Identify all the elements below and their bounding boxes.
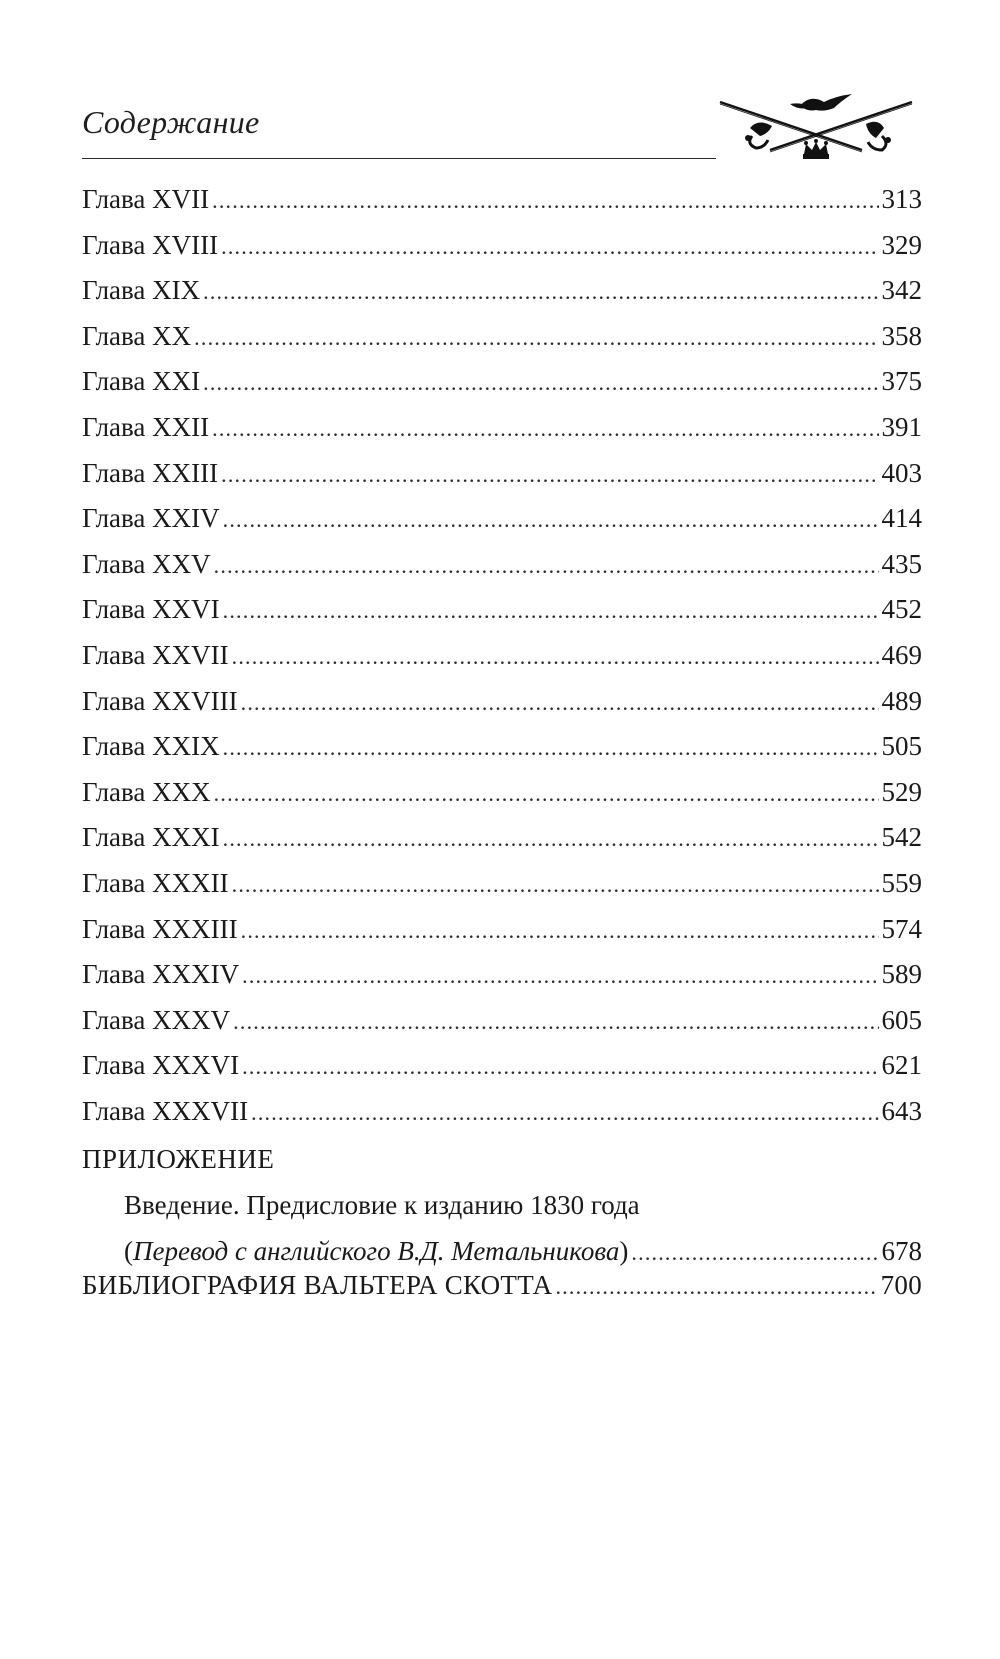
toc-page-number: 375 (881, 366, 922, 397)
dot-leader (214, 781, 879, 807)
toc-row[interactable] (82, 914, 922, 960)
toc-chapter-label: Глава XVIII (82, 229, 219, 260)
toc-row[interactable] (82, 503, 922, 549)
toc-chapter-label: Глава XXXVII (82, 1095, 249, 1126)
crossed-swords-eagle-crown-icon (712, 92, 922, 172)
toc-page-number: 489 (881, 685, 922, 716)
toc-row[interactable] (82, 412, 922, 458)
toc-chapter-label: Глава XXXIII (82, 913, 238, 944)
toc-page-number: 505 (881, 731, 922, 762)
toc-row[interactable] (82, 686, 922, 732)
close-paren: ) (619, 1236, 629, 1266)
toc-page-number: 542 (881, 822, 922, 853)
dot-leader (241, 918, 879, 944)
dot-leader (242, 1054, 878, 1080)
appendix-entry-title: Введение. Предисловие к изданию 1830 года (124, 1190, 640, 1220)
page-header (82, 92, 922, 166)
appendix-page-number: 678 (881, 1236, 922, 1266)
header-rule (82, 158, 716, 159)
toc-row[interactable] (82, 868, 922, 914)
dot-leader (232, 872, 879, 898)
dot-leader (251, 1100, 878, 1126)
dot-leader (223, 826, 879, 852)
toc-page-number: 589 (881, 959, 922, 990)
dot-leader (212, 188, 878, 214)
table-of-contents (82, 184, 922, 1141)
toc-chapter-label: Глава XX (82, 320, 192, 351)
toc-row[interactable] (82, 366, 922, 412)
appendix-heading: ПРИЛОЖЕНИЕ (82, 1144, 275, 1174)
toc-page-number: 391 (881, 411, 922, 442)
appendix-section (82, 1144, 922, 1282)
dot-leader (233, 1009, 878, 1035)
toc-chapter-label: Глава XXXV (82, 1004, 231, 1035)
dot-leader (242, 963, 878, 989)
toc-row[interactable] (82, 1005, 922, 1051)
dot-leader (223, 598, 879, 624)
toc-row[interactable] (82, 458, 922, 504)
running-title: Содержание (82, 104, 260, 140)
toc-row[interactable] (82, 594, 922, 640)
dot-leader (203, 370, 878, 396)
toc-chapter-label: Глава XXIII (82, 457, 219, 488)
toc-chapter-label: Глава XXII (82, 411, 210, 442)
toc-chapter-label: Глава XXX (82, 776, 211, 807)
dot-leader (232, 644, 879, 670)
toc-page-number: 621 (881, 1050, 922, 1081)
toc-chapter-label: Глава XXVII (82, 639, 229, 670)
toc-page-number: 435 (881, 548, 922, 579)
dot-leader (203, 279, 878, 305)
toc-page-number: 469 (881, 639, 922, 670)
toc-page-number: 414 (881, 503, 922, 534)
toc-row[interactable] (82, 184, 922, 230)
dot-leader (555, 1274, 877, 1300)
toc-row[interactable] (82, 822, 922, 868)
dot-leader (241, 690, 879, 716)
toc-row[interactable] (82, 777, 922, 823)
toc-page-number: 559 (881, 867, 922, 898)
toc-row[interactable] (82, 731, 922, 777)
toc-page-number: 605 (881, 1004, 922, 1035)
toc-page-number: 313 (881, 184, 922, 214)
appendix-entry[interactable] (124, 1190, 922, 1282)
bibliography-page-number: 700 (880, 1270, 922, 1300)
toc-page-number: 574 (881, 913, 922, 944)
toc-row[interactable] (82, 640, 922, 686)
toc-page-number: 329 (881, 229, 922, 260)
dot-leader (631, 1240, 878, 1266)
open-paren: ( (124, 1236, 133, 1266)
appendix-translator: Перевод с английского В.Д. Метальникова (133, 1236, 620, 1266)
toc-chapter-label: Глава XXIV (82, 503, 220, 534)
bibliography-row[interactable] (82, 1270, 922, 1301)
toc-chapter-label: Глава XXXVI (82, 1050, 240, 1081)
dot-leader (221, 462, 878, 488)
toc-chapter-label: Глава XIX (82, 275, 201, 306)
toc-chapter-label: Глава XXVIII (82, 685, 238, 716)
toc-page-number: 452 (881, 594, 922, 625)
toc-chapter-label: Глава XXV (82, 548, 211, 579)
toc-page-number: 342 (881, 275, 922, 306)
dot-leader (214, 553, 879, 579)
toc-chapter-label: Глава XXI (82, 366, 201, 397)
toc-chapter-label: Глава XXIX (82, 731, 220, 762)
toc-row[interactable] (82, 1096, 922, 1142)
toc-row[interactable] (82, 275, 922, 321)
toc-chapter-label: Глава XXXIV (82, 959, 240, 990)
toc-chapter-label: Глава XXXII (82, 867, 229, 898)
toc-row[interactable] (82, 549, 922, 595)
toc-chapter-label: Глава XXVI (82, 594, 220, 625)
toc-page-number: 643 (881, 1095, 922, 1126)
dot-leader (223, 507, 879, 533)
bibliography-label: БИБЛИОГРАФИЯ ВАЛЬТЕРА СКОТТА (82, 1270, 553, 1300)
toc-page-number: 529 (881, 776, 922, 807)
toc-page-number: 358 (881, 320, 922, 351)
toc-row[interactable] (82, 230, 922, 276)
dot-leader (194, 325, 878, 351)
toc-row[interactable] (82, 959, 922, 1005)
dot-leader (212, 416, 878, 442)
toc-row[interactable] (82, 321, 922, 367)
toc-chapter-label: Глава XVII (82, 184, 210, 214)
toc-row[interactable] (82, 1050, 922, 1096)
dot-leader (223, 735, 879, 761)
dot-leader (221, 234, 878, 260)
toc-chapter-label: Глава XXXI (82, 822, 220, 853)
toc-page-number: 403 (881, 457, 922, 488)
